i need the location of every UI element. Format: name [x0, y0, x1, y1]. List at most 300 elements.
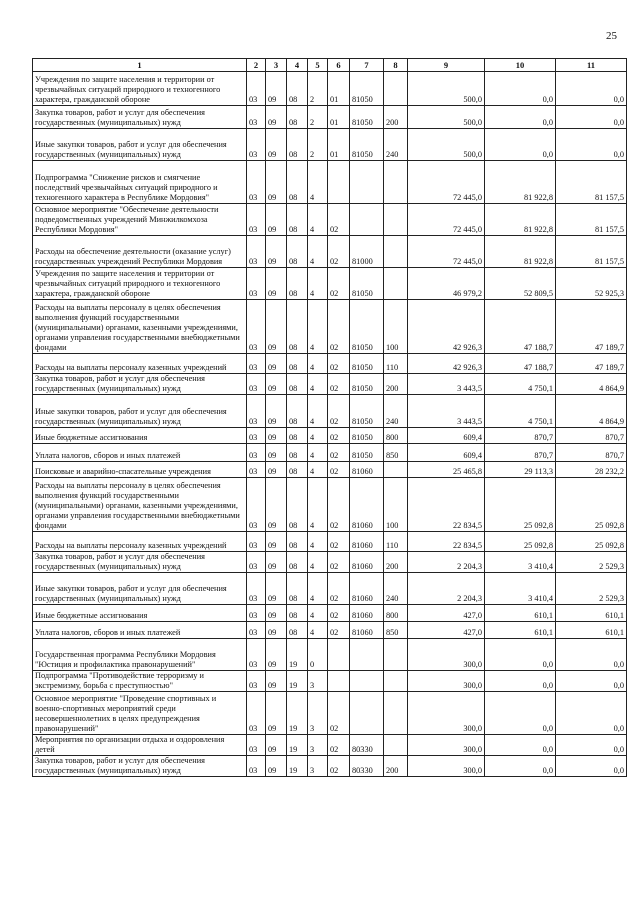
row-value-11: 47 189,7: [556, 354, 627, 374]
row-code-6: 02: [328, 428, 350, 444]
page-number: 25: [606, 30, 617, 42]
row-value-9: 427,0: [408, 605, 485, 622]
table-row: [33, 395, 627, 428]
row-value-10: 4 750,1: [485, 395, 556, 428]
row-value-9: 2 204,3: [408, 573, 485, 605]
table-row: [33, 236, 627, 268]
row-code-3: 09: [266, 756, 287, 777]
row-value-11: 870,7: [556, 444, 627, 462]
row-code-6: 02: [328, 204, 350, 236]
table-row: [33, 161, 627, 204]
row-code-4: 08: [287, 428, 308, 444]
row-code-7: 81050: [350, 268, 384, 300]
table-row: [33, 106, 627, 129]
row-code-2: 03: [247, 462, 266, 478]
row-code-3: 09: [266, 622, 287, 639]
row-code-3: 09: [266, 573, 287, 605]
row-value-10: 47 188,7: [485, 300, 556, 354]
row-code-5: 4: [308, 354, 328, 374]
row-code-6: 02: [328, 756, 350, 777]
row-value-9: 2 204,3: [408, 552, 485, 573]
row-code-7: 81060: [350, 478, 384, 532]
row-name: Основное мероприятие "Обеспечение деятельности подведомственных учреждений Минжилкомхоза Республики Мордовия": [33, 204, 247, 236]
row-value-9: 609,4: [408, 428, 485, 444]
row-value-10: 0,0: [485, 671, 556, 692]
row-code-4: 08: [287, 268, 308, 300]
row-code-3: 09: [266, 532, 287, 552]
row-code-8: 240: [384, 395, 408, 428]
row-code-6: 02: [328, 268, 350, 300]
row-value-10: 870,7: [485, 444, 556, 462]
row-value-11: 0,0: [556, 106, 627, 129]
row-value-9: 3 443,5: [408, 374, 485, 395]
row-code-5: 4: [308, 161, 328, 204]
row-value-10: 0,0: [485, 756, 556, 777]
row-code-4: 08: [287, 478, 308, 532]
row-code-5: 2: [308, 129, 328, 161]
row-code-8: [384, 462, 408, 478]
row-code-7: 81060: [350, 532, 384, 552]
row-code-5: 4: [308, 236, 328, 268]
row-code-4: 19: [287, 671, 308, 692]
row-code-6: 02: [328, 532, 350, 552]
row-code-8: [384, 692, 408, 735]
row-code-3: 09: [266, 129, 287, 161]
row-code-2: 03: [247, 671, 266, 692]
row-value-9: 427,0: [408, 622, 485, 639]
row-code-2: 03: [247, 204, 266, 236]
column-header: 3: [266, 59, 287, 72]
row-value-9: 300,0: [408, 671, 485, 692]
row-code-8: [384, 161, 408, 204]
row-code-3: 09: [266, 72, 287, 106]
row-code-7: 81050: [350, 428, 384, 444]
row-value-10: 0,0: [485, 735, 556, 756]
table-row: [33, 300, 627, 354]
row-value-9: 500,0: [408, 129, 485, 161]
row-code-8: 100: [384, 300, 408, 354]
row-code-3: 09: [266, 204, 287, 236]
table-row: [33, 573, 627, 605]
row-code-2: 03: [247, 756, 266, 777]
row-code-7: 81060: [350, 462, 384, 478]
row-code-5: 2: [308, 72, 328, 106]
row-value-10: 3 410,4: [485, 573, 556, 605]
row-code-8: 800: [384, 428, 408, 444]
row-value-11: 25 092,8: [556, 478, 627, 532]
row-code-7: 81000: [350, 236, 384, 268]
row-value-9: 3 443,5: [408, 395, 485, 428]
row-code-5: 4: [308, 478, 328, 532]
row-name: Государственная программа Республики Мордовия "Юстиция и профилактика правонарушений": [33, 639, 247, 671]
row-code-2: 03: [247, 129, 266, 161]
row-code-7: [350, 161, 384, 204]
row-name: Поисковые и аварийно-спасательные учреждения: [33, 462, 247, 478]
row-code-6: 02: [328, 444, 350, 462]
row-code-6: 02: [328, 395, 350, 428]
row-code-8: 850: [384, 622, 408, 639]
row-code-8: [384, 204, 408, 236]
row-code-2: 03: [247, 300, 266, 354]
row-code-6: [328, 639, 350, 671]
row-code-4: 08: [287, 605, 308, 622]
row-value-11: 0,0: [556, 129, 627, 161]
row-value-11: 0,0: [556, 756, 627, 777]
row-code-4: 08: [287, 573, 308, 605]
row-code-7: 81050: [350, 72, 384, 106]
row-code-4: 19: [287, 639, 308, 671]
row-value-10: 25 092,8: [485, 478, 556, 532]
row-name: Иные бюджетные ассигнования: [33, 605, 247, 622]
table-row: [33, 462, 627, 478]
row-code-3: 09: [266, 671, 287, 692]
row-value-10: 3 410,4: [485, 552, 556, 573]
row-code-2: 03: [247, 236, 266, 268]
row-code-5: 3: [308, 756, 328, 777]
row-code-8: [384, 735, 408, 756]
column-header: 5: [308, 59, 328, 72]
row-code-7: 80330: [350, 756, 384, 777]
row-value-10: 0,0: [485, 639, 556, 671]
row-code-6: 01: [328, 129, 350, 161]
row-code-8: [384, 639, 408, 671]
row-value-11: 81 157,5: [556, 236, 627, 268]
row-code-7: 81050: [350, 395, 384, 428]
row-value-9: 500,0: [408, 72, 485, 106]
table-row: [33, 204, 627, 236]
table-row: [33, 478, 627, 532]
row-code-5: 4: [308, 605, 328, 622]
row-value-10: 0,0: [485, 692, 556, 735]
row-code-2: 03: [247, 622, 266, 639]
column-header: 6: [328, 59, 350, 72]
budget-table: [32, 58, 627, 777]
row-code-3: 09: [266, 354, 287, 374]
row-code-8: 110: [384, 354, 408, 374]
row-value-11: 0,0: [556, 639, 627, 671]
row-code-3: 09: [266, 462, 287, 478]
row-code-4: 19: [287, 735, 308, 756]
row-code-2: 03: [247, 72, 266, 106]
row-code-6: 02: [328, 573, 350, 605]
row-code-8: 200: [384, 374, 408, 395]
row-code-4: 08: [287, 395, 308, 428]
row-code-7: 81050: [350, 354, 384, 374]
row-code-5: 4: [308, 462, 328, 478]
row-code-8: 200: [384, 756, 408, 777]
row-code-7: [350, 671, 384, 692]
row-name: Уплата налогов, сборов и иных платежей: [33, 622, 247, 639]
row-code-2: 03: [247, 605, 266, 622]
row-code-4: 19: [287, 692, 308, 735]
row-name: Расходы на обеспечение деятельности (оказание услуг) государственных учреждений Республики Мордовия: [33, 236, 247, 268]
row-code-2: 03: [247, 532, 266, 552]
row-value-10: 0,0: [485, 72, 556, 106]
row-code-6: 02: [328, 692, 350, 735]
row-name: Закупка товаров, работ и услуг для обеспечения государственных (муниципальных) нужд: [33, 106, 247, 129]
table-row: [33, 692, 627, 735]
column-header: 11: [556, 59, 627, 72]
row-code-8: 240: [384, 129, 408, 161]
row-value-11: 0,0: [556, 72, 627, 106]
table-row: [33, 756, 627, 777]
row-code-7: 81060: [350, 552, 384, 573]
row-code-2: 03: [247, 161, 266, 204]
row-name: Иные бюджетные ассигнования: [33, 428, 247, 444]
row-code-6: 02: [328, 735, 350, 756]
row-code-2: 03: [247, 354, 266, 374]
row-code-2: 03: [247, 478, 266, 532]
table-row: [33, 735, 627, 756]
row-code-7: 80330: [350, 735, 384, 756]
row-code-5: 4: [308, 444, 328, 462]
row-code-5: 4: [308, 374, 328, 395]
table-row: [33, 671, 627, 692]
row-code-6: 02: [328, 462, 350, 478]
column-header: 7: [350, 59, 384, 72]
row-value-9: 500,0: [408, 106, 485, 129]
row-name: Мероприятия по организации отдыха и оздоровления детей: [33, 735, 247, 756]
row-code-6: 01: [328, 72, 350, 106]
row-code-5: 4: [308, 573, 328, 605]
row-value-11: 47 189,7: [556, 300, 627, 354]
row-code-2: 03: [247, 552, 266, 573]
row-code-2: 03: [247, 444, 266, 462]
row-value-11: 4 864,9: [556, 374, 627, 395]
row-value-11: 81 157,5: [556, 161, 627, 204]
row-code-6: 02: [328, 605, 350, 622]
row-name: Расходы на выплаты персоналу в целях обеспечения выполнения функций государственными (муниципальными) органами, казенными учреждениями, органами управления государственными внебюджетными фондами: [33, 300, 247, 354]
row-value-11: 870,7: [556, 428, 627, 444]
row-code-5: 2: [308, 106, 328, 129]
table-row: [33, 129, 627, 161]
row-name: Учреждения по защите населения и территории от чрезвычайных ситуаций природного и техногенного характера, гражданской обороне: [33, 268, 247, 300]
row-value-9: 42 926,3: [408, 300, 485, 354]
row-code-7: [350, 639, 384, 671]
row-name: Иные закупки товаров, работ и услуг для обеспечения государственных (муниципальных) нужд: [33, 573, 247, 605]
table-row: [33, 374, 627, 395]
row-code-4: 19: [287, 756, 308, 777]
row-code-3: 09: [266, 106, 287, 129]
row-code-4: 08: [287, 106, 308, 129]
row-code-3: 09: [266, 735, 287, 756]
row-value-9: 25 465,8: [408, 462, 485, 478]
column-header: 1: [33, 59, 247, 72]
row-code-4: 08: [287, 236, 308, 268]
table-row: [33, 428, 627, 444]
row-code-6: 02: [328, 374, 350, 395]
row-code-2: 03: [247, 395, 266, 428]
row-code-3: 09: [266, 478, 287, 532]
row-value-9: 42 926,3: [408, 354, 485, 374]
column-header: 9: [408, 59, 485, 72]
row-name: Расходы на выплаты персоналу казенных учреждений: [33, 354, 247, 374]
table-row: [33, 72, 627, 106]
row-value-9: 72 445,0: [408, 161, 485, 204]
row-code-2: 03: [247, 428, 266, 444]
row-code-4: 08: [287, 161, 308, 204]
row-code-4: 08: [287, 552, 308, 573]
row-code-8: 100: [384, 478, 408, 532]
row-name: Закупка товаров, работ и услуг для обеспечения государственных (муниципальных) нужд: [33, 374, 247, 395]
row-code-5: 4: [308, 622, 328, 639]
row-code-2: 03: [247, 573, 266, 605]
table-row: [33, 268, 627, 300]
row-code-5: 4: [308, 204, 328, 236]
row-name: Учреждения по защите населения и территории от чрезвычайных ситуаций природного и техногенного характера, гражданской обороне: [33, 72, 247, 106]
row-code-3: 09: [266, 428, 287, 444]
row-name: Закупка товаров, работ и услуг для обеспечения государственных (муниципальных) нужд: [33, 552, 247, 573]
row-value-10: 81 922,8: [485, 236, 556, 268]
row-value-10: 29 113,3: [485, 462, 556, 478]
row-code-2: 03: [247, 639, 266, 671]
row-value-10: 81 922,8: [485, 204, 556, 236]
row-code-4: 08: [287, 300, 308, 354]
row-code-3: 09: [266, 161, 287, 204]
row-name: Иные закупки товаров, работ и услуг для обеспечения государственных (муниципальных) нужд: [33, 129, 247, 161]
row-name: Расходы на выплаты персоналу в целях обеспечения выполнения функций государственными (муниципальными) органами, казенными учреждениями, органами управления государственными внебюджетными фондами: [33, 478, 247, 532]
table-row: [33, 622, 627, 639]
row-code-6: 02: [328, 354, 350, 374]
row-value-9: 300,0: [408, 639, 485, 671]
row-value-11: 2 529,3: [556, 552, 627, 573]
row-code-7: [350, 692, 384, 735]
table-row: [33, 354, 627, 374]
row-code-6: [328, 671, 350, 692]
row-code-5: 3: [308, 671, 328, 692]
row-code-3: 09: [266, 692, 287, 735]
row-value-11: 0,0: [556, 671, 627, 692]
row-code-7: 81050: [350, 374, 384, 395]
row-code-6: 02: [328, 552, 350, 573]
row-code-3: 09: [266, 395, 287, 428]
row-code-2: 03: [247, 268, 266, 300]
row-code-3: 09: [266, 300, 287, 354]
row-value-9: 72 445,0: [408, 204, 485, 236]
row-code-4: 08: [287, 462, 308, 478]
row-value-9: 22 834,5: [408, 532, 485, 552]
row-code-7: [350, 204, 384, 236]
column-header: 2: [247, 59, 266, 72]
row-value-10: 0,0: [485, 129, 556, 161]
row-code-3: 09: [266, 605, 287, 622]
row-code-7: 81060: [350, 605, 384, 622]
row-code-6: 02: [328, 300, 350, 354]
row-code-3: 09: [266, 374, 287, 395]
row-value-10: 610,1: [485, 605, 556, 622]
row-name: Уплата налогов, сборов и иных платежей: [33, 444, 247, 462]
row-value-10: 81 922,8: [485, 161, 556, 204]
row-code-8: [384, 268, 408, 300]
row-value-11: 2 529,3: [556, 573, 627, 605]
row-code-8: [384, 236, 408, 268]
row-code-3: 09: [266, 236, 287, 268]
row-code-5: 3: [308, 735, 328, 756]
row-code-3: 09: [266, 268, 287, 300]
row-code-5: 4: [308, 268, 328, 300]
table-row: [33, 552, 627, 573]
row-code-5: 4: [308, 532, 328, 552]
row-name: Закупка товаров, работ и услуг для обеспечения государственных (муниципальных) нужд: [33, 756, 247, 777]
row-value-11: 0,0: [556, 692, 627, 735]
row-code-8: 200: [384, 552, 408, 573]
row-value-10: 52 809,5: [485, 268, 556, 300]
row-value-10: 25 092,8: [485, 532, 556, 552]
table-row: [33, 605, 627, 622]
row-name: Подпрограмма "Снижение рисков и смягчение последствий чрезвычайных ситуаций природного и техногенного характера в Республике Мордовия": [33, 161, 247, 204]
row-code-7: 81060: [350, 622, 384, 639]
row-code-8: [384, 671, 408, 692]
row-code-4: 08: [287, 622, 308, 639]
row-code-6: 02: [328, 236, 350, 268]
row-value-11: 610,1: [556, 622, 627, 639]
row-code-7: 81050: [350, 444, 384, 462]
row-code-5: 0: [308, 639, 328, 671]
row-code-5: 3: [308, 692, 328, 735]
row-code-4: 08: [287, 129, 308, 161]
row-code-8: 110: [384, 532, 408, 552]
row-code-2: 03: [247, 692, 266, 735]
table-row: [33, 444, 627, 462]
row-value-11: 28 232,2: [556, 462, 627, 478]
row-code-4: 08: [287, 72, 308, 106]
row-code-6: 01: [328, 106, 350, 129]
row-code-8: 240: [384, 573, 408, 605]
row-value-9: 300,0: [408, 756, 485, 777]
row-value-11: 0,0: [556, 735, 627, 756]
row-code-6: 02: [328, 478, 350, 532]
row-value-9: 22 834,5: [408, 478, 485, 532]
row-code-8: 850: [384, 444, 408, 462]
row-code-5: 4: [308, 300, 328, 354]
row-code-7: 81050: [350, 106, 384, 129]
row-code-6: [328, 161, 350, 204]
row-name: Подпрограмма "Противодействие терроризму и экстремизму, борьба с преступностью": [33, 671, 247, 692]
row-value-11: 4 864,9: [556, 395, 627, 428]
column-header: 10: [485, 59, 556, 72]
row-code-4: 08: [287, 532, 308, 552]
row-code-2: 03: [247, 374, 266, 395]
row-value-11: 52 925,3: [556, 268, 627, 300]
row-name: Иные закупки товаров, работ и услуг для обеспечения государственных (муниципальных) нужд: [33, 395, 247, 428]
row-code-7: 81060: [350, 573, 384, 605]
row-value-11: 610,1: [556, 605, 627, 622]
table-body: [33, 72, 627, 777]
row-code-8: 800: [384, 605, 408, 622]
row-value-9: 609,4: [408, 444, 485, 462]
row-value-11: 81 157,5: [556, 204, 627, 236]
row-code-6: 02: [328, 622, 350, 639]
row-value-11: 25 092,8: [556, 532, 627, 552]
row-code-2: 03: [247, 735, 266, 756]
row-code-4: 08: [287, 354, 308, 374]
row-name: Основное мероприятие "Проведение спортивных и военно-спортивных мероприятий среди несовершеннолетних в целях предупреждения правонарушений": [33, 692, 247, 735]
row-value-10: 4 750,1: [485, 374, 556, 395]
column-header: 8: [384, 59, 408, 72]
row-code-8: [384, 72, 408, 106]
row-code-4: 08: [287, 204, 308, 236]
row-value-9: 72 445,0: [408, 236, 485, 268]
row-code-3: 09: [266, 552, 287, 573]
row-code-7: 81050: [350, 129, 384, 161]
row-value-10: 870,7: [485, 428, 556, 444]
table-row: [33, 639, 627, 671]
row-value-9: 300,0: [408, 692, 485, 735]
row-value-9: 46 979,2: [408, 268, 485, 300]
header-row: [33, 59, 627, 72]
row-code-7: 81050: [350, 300, 384, 354]
column-header: 4: [287, 59, 308, 72]
